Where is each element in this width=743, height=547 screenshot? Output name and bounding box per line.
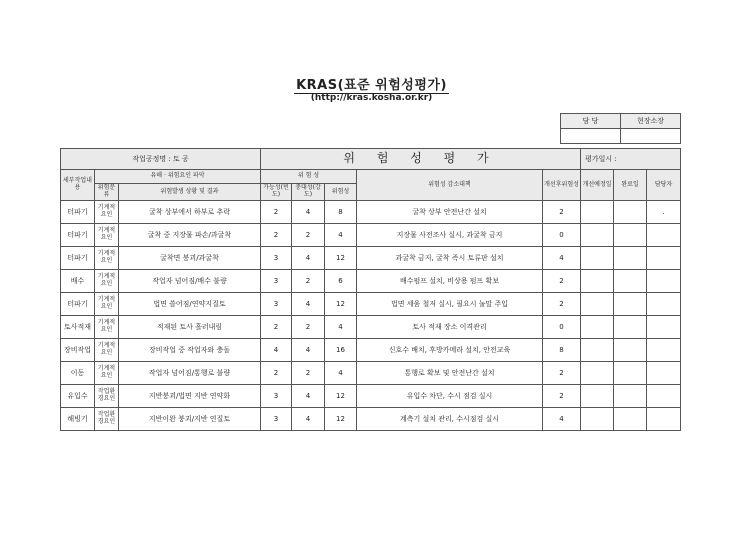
row-severity: 2 <box>292 270 325 293</box>
table-row <box>61 385 681 408</box>
row-plan-date[interactable] <box>581 201 614 224</box>
row-owner <box>647 339 681 362</box>
row-measure: 법면 세움 철저 실시, 필요시 눌말 주입 <box>357 293 543 316</box>
row-severity: 4 <box>292 339 325 362</box>
col-hazard-group: 유해 · 위험요인 파악 <box>95 170 261 184</box>
row-owner <box>647 316 681 339</box>
row-plan-date[interactable] <box>581 247 614 270</box>
row-owner <box>647 247 681 270</box>
row-measure: 신호수 배치, 후방카메라 설치, 안전교육 <box>357 339 543 362</box>
row-likelihood: 4 <box>261 339 292 362</box>
row-hazard-type: 기계적 요인 <box>95 247 119 270</box>
row-measure: 계측기 설치 관리, 수시점검 실시 <box>357 408 543 431</box>
row-work: 유입수 <box>61 385 95 408</box>
row-likelihood: 2 <box>261 201 292 224</box>
row-hazard-type: 기계적 요인 <box>95 339 119 362</box>
row-owner <box>647 408 681 431</box>
row-done-date[interactable] <box>614 247 647 270</box>
row-owner <box>647 224 681 247</box>
row-hazard-type: 기계적 요인 <box>95 362 119 385</box>
row-risk: 6 <box>325 270 357 293</box>
row-measure: 토사 적재 장소 이격관리 <box>357 316 543 339</box>
row-hazard-result: 굴착면 붕괴/과굴착 <box>119 247 261 270</box>
row-owner <box>647 270 681 293</box>
row-severity: 2 <box>292 362 325 385</box>
signature-label-manager: 현장소장 <box>621 114 681 129</box>
row-measure: 배수펌프 설치, 비상용 펌프 확보 <box>357 270 543 293</box>
row-measure: 과굴착 금지, 굴착 즉시 토류판 설치 <box>357 247 543 270</box>
col-done-date: 완료일 <box>614 170 647 201</box>
table-row <box>61 270 681 293</box>
row-severity: 2 <box>292 316 325 339</box>
row-severity: 4 <box>292 247 325 270</box>
row-work: 장비작업 <box>61 339 95 362</box>
col-owner: 담당자 <box>647 170 681 201</box>
col-risk-group: 위 험 성 <box>261 170 357 184</box>
row-likelihood: 3 <box>261 385 292 408</box>
row-measure: 유입수 차단, 수시 점검 실시 <box>357 385 543 408</box>
row-hazard-result: 굴착 상부에서 하부로 추락 <box>119 201 261 224</box>
row-after-risk: 2 <box>543 362 581 385</box>
row-hazard-type: 기계적 요인 <box>95 270 119 293</box>
row-risk: 12 <box>325 247 357 270</box>
row-plan-date[interactable] <box>581 385 614 408</box>
row-hazard-result: 장비작업 중 작업자와 충돌 <box>119 339 261 362</box>
col-plan-date: 개선예정일 <box>581 170 614 201</box>
row-likelihood: 2 <box>261 224 292 247</box>
row-hazard-type: 기계적 요인 <box>95 224 119 247</box>
process-label: 작업공정명 : 토 공 <box>61 149 261 170</box>
row-hazard-type: 기계적 요인 <box>95 201 119 224</box>
row-after-risk: 0 <box>543 316 581 339</box>
row-done-date[interactable] <box>614 339 647 362</box>
row-hazard-type: 작업환경요인 <box>95 408 119 431</box>
row-done-date[interactable] <box>614 201 647 224</box>
row-work: 터파기 <box>61 293 95 316</box>
row-plan-date[interactable] <box>581 408 614 431</box>
table-row <box>61 201 681 224</box>
row-risk: 4 <box>325 362 357 385</box>
row-done-date[interactable] <box>614 408 647 431</box>
col-hazard-result: 위험발생 상황 및 결과 <box>119 184 261 201</box>
row-hazard-result: 지반이완 붕괴/지반 연질토 <box>119 408 261 431</box>
row-plan-date[interactable] <box>581 339 614 362</box>
row-plan-date[interactable] <box>581 362 614 385</box>
row-likelihood: 3 <box>261 247 292 270</box>
row-work: 터파기 <box>61 201 95 224</box>
row-likelihood: 2 <box>261 362 292 385</box>
table-row <box>61 339 681 362</box>
row-likelihood: 3 <box>261 293 292 316</box>
form-title: 위 험 성 평 가 <box>261 149 581 170</box>
row-hazard-result: 굴착 중 지장물 파손/과굴착 <box>119 224 261 247</box>
row-risk: 12 <box>325 293 357 316</box>
row-risk: 4 <box>325 316 357 339</box>
row-plan-date[interactable] <box>581 316 614 339</box>
table-row <box>61 362 681 385</box>
eval-date-label: 평가일시 : <box>581 149 681 170</box>
row-after-risk: 8 <box>543 339 581 362</box>
col-likelihood: 가능성(빈도) <box>261 184 292 201</box>
col-detail-work: 세부작업내용 <box>61 170 95 201</box>
row-owner: . <box>647 201 681 224</box>
row-done-date[interactable] <box>614 316 647 339</box>
row-hazard-result: 지반붕괴/법면 지반 연약화 <box>119 385 261 408</box>
risk-rows <box>61 201 681 431</box>
row-after-risk: 4 <box>543 247 581 270</box>
row-likelihood: 3 <box>261 408 292 431</box>
col-hazard-type: 위험분류 <box>95 184 119 201</box>
row-severity: 4 <box>292 293 325 316</box>
row-done-date[interactable] <box>614 224 647 247</box>
row-severity: 4 <box>292 201 325 224</box>
row-owner <box>647 293 681 316</box>
row-after-risk: 4 <box>543 408 581 431</box>
signature-label-staff: 담 당 <box>561 114 621 129</box>
row-after-risk: 0 <box>543 224 581 247</box>
row-severity: 4 <box>292 408 325 431</box>
row-severity: 4 <box>292 385 325 408</box>
row-plan-date[interactable] <box>581 224 614 247</box>
row-risk: 12 <box>325 408 357 431</box>
row-done-date[interactable] <box>614 270 647 293</box>
row-hazard-type: 작업환경요인 <box>95 385 119 408</box>
row-likelihood: 2 <box>261 316 292 339</box>
row-measure: 통행로 확보 및 안전난간 설치 <box>357 362 543 385</box>
column-header-row-1 <box>61 170 681 184</box>
form-header-row <box>61 149 681 170</box>
row-work: 토사적재 <box>61 316 95 339</box>
table-row <box>61 224 681 247</box>
row-work: 해빙기 <box>61 408 95 431</box>
row-owner <box>647 362 681 385</box>
row-measure: 굴착 상부 안전난간 설치 <box>357 201 543 224</box>
col-severity: 중대성(강도) <box>292 184 325 201</box>
row-after-risk: 2 <box>543 385 581 408</box>
row-severity: 2 <box>292 224 325 247</box>
row-risk: 4 <box>325 224 357 247</box>
document-title: KRAS(표준 위험성평가) <box>296 78 447 93</box>
row-risk: 16 <box>325 339 357 362</box>
row-work: 터파기 <box>61 247 95 270</box>
table-row <box>61 316 681 339</box>
row-plan-date[interactable] <box>581 270 614 293</box>
row-after-risk: 2 <box>543 293 581 316</box>
signature-cell-manager[interactable] <box>621 129 681 144</box>
row-plan-date[interactable] <box>581 293 614 316</box>
row-measure: 지장물 사전조사 실시, 과굴착 금지 <box>357 224 543 247</box>
row-done-date[interactable] <box>614 293 647 316</box>
col-measures: 위험성 감소대책 <box>357 170 543 201</box>
signature-cell-staff[interactable] <box>561 129 621 144</box>
row-after-risk: 2 <box>543 270 581 293</box>
row-likelihood: 3 <box>261 270 292 293</box>
row-hazard-result: 적재된 토사 흘러내림 <box>119 316 261 339</box>
signature-box <box>560 113 681 144</box>
row-risk: 8 <box>325 201 357 224</box>
row-work: 배수 <box>61 270 95 293</box>
table-row <box>61 293 681 316</box>
table-row <box>61 408 681 431</box>
row-hazard-result: 작업자 넘어짐/통행로 불량 <box>119 362 261 385</box>
document-url: (http://kras.kosha.or.kr) <box>310 93 433 103</box>
row-work: 이동 <box>61 362 95 385</box>
row-risk: 12 <box>325 385 357 408</box>
row-hazard-result: 작업자 넘어짐/배수 불량 <box>119 270 261 293</box>
col-after-risk: 개선후위험성 <box>543 170 581 201</box>
col-risk: 위험성 <box>325 184 357 201</box>
row-hazard-type: 기계적 요인 <box>95 293 119 316</box>
row-hazard-type: 기계적 요인 <box>95 316 119 339</box>
row-after-risk: 2 <box>543 201 581 224</box>
table-row <box>61 247 681 270</box>
row-done-date[interactable] <box>614 385 647 408</box>
row-hazard-result: 법면 쓸어짐/연약지질토 <box>119 293 261 316</box>
row-done-date[interactable] <box>614 362 647 385</box>
row-owner <box>647 385 681 408</box>
row-work: 터파기 <box>61 224 95 247</box>
risk-assessment-table <box>60 148 681 431</box>
